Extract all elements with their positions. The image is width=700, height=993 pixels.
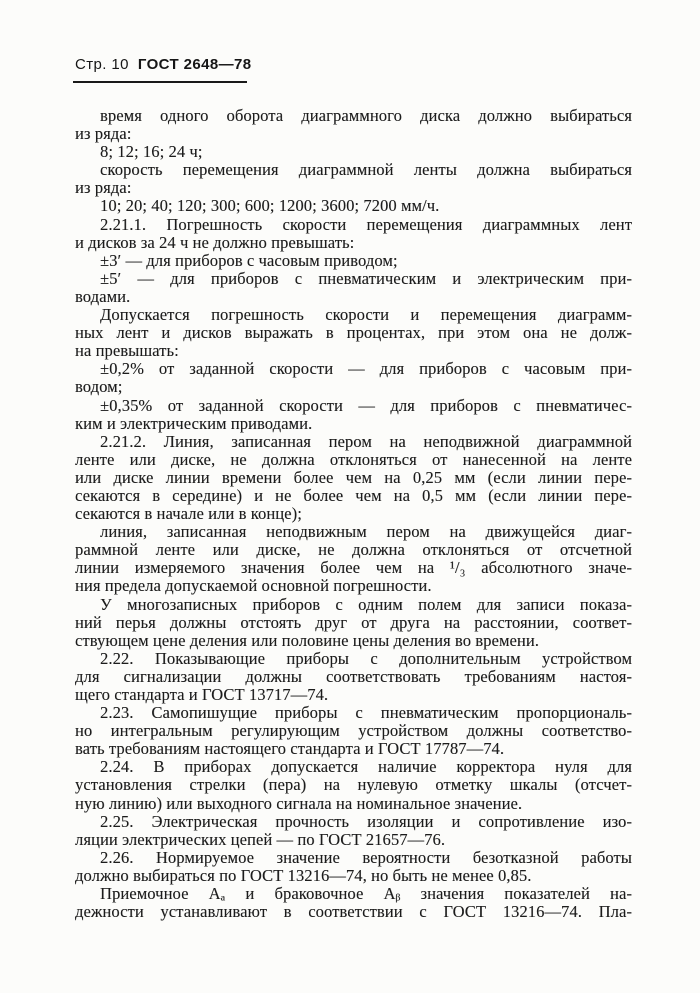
text-line: 2.23. Самопишущие приборы с пневматическим пропорциональ- — [100, 703, 632, 723]
text-line: должно выбираться по ГОСТ 13216—74, но быть не менее 0,85. — [75, 865, 532, 885]
text-line: ния предела допускаемой основной погрешности. — [75, 576, 432, 596]
text-line: секаются в начале или в конце); — [75, 504, 302, 524]
text-line: дежности устанавливают в соответствии с ГОСТ 13216—74. Пла- — [75, 902, 632, 922]
text-line: для сигнализации должны соответствовать требованиям настоя- — [75, 666, 632, 686]
text-line: ±5′ — для приборов с пневматическим и электрическим при- — [100, 268, 632, 288]
text-line: 2.26. Нормируемое значение вероятности безотказной работы — [100, 847, 632, 867]
text-line: ных лент и дисков выражать в процентах, при этом она не долж- — [75, 323, 632, 343]
text-line: из ряда: — [75, 124, 132, 144]
text-line: 2.24. В приборах допускается наличие корректора нуля для — [100, 757, 632, 777]
text-line: У многозаписных приборов с одним полем для записи показа- — [100, 594, 632, 614]
text-line: водами. — [75, 286, 131, 306]
text-line: ±0,35% от заданной скорости — для приборов с пневматичес- — [100, 395, 632, 415]
text-line: 10; 20; 40; 120; 300; 600; 1200; 3600; 7200 мм/ч. — [100, 196, 440, 216]
text-line: 2.21.1. Погрешность скорости перемещения диаграммных лент — [100, 214, 632, 234]
page-number-label: Стр. 10 — [75, 56, 129, 73]
text-line: 2.21.2. Линия, записанная пером на неподвижной диаграммной — [100, 431, 632, 451]
text-line: ким и электрическим приводами. — [75, 413, 313, 433]
text-line: ний перья должны отстоять друг от друга на расстоянии, соответ- — [75, 612, 632, 632]
text-line: 2.25. Электрическая прочность изоляции и сопротивление изо- — [100, 811, 632, 831]
text-line: секаются в середине) и не более чем на 0,5 мм (если линии пере- — [75, 485, 632, 505]
text-line: на превышать: — [75, 341, 179, 361]
text-line: ленте или диске, не должна отклоняться от нанесенной на ленте — [75, 449, 632, 469]
text-line: но интегральным регулирующим устройством должны соответство- — [75, 721, 632, 741]
text-line: или диске линии времени более чем на 0,25 мм (если линии пере- — [75, 467, 632, 487]
standard-number-label: ГОСТ 2648—78 — [137, 56, 252, 73]
text-line: ±0,2% от заданной скорости — для приборов с часовым при- — [100, 359, 632, 379]
header-rule — [73, 81, 247, 83]
text-line: щего стандарта и ГОСТ 13717—74. — [75, 685, 329, 704]
text-line: ствующем цене деления или половине цены деления во времени. — [75, 630, 539, 650]
text-line: установления стрелки (пера) на нулевую отметку шкалы (отсчет- — [75, 775, 632, 795]
document-body — [75, 107, 632, 921]
text-line: линии измеряемого значения более чем на ¹/₃ абсолютного значе- — [75, 558, 632, 578]
text-line: 2.22. Показывающие приборы с дополнительным устройством — [100, 648, 632, 668]
text-line: раммной ленте или диске, не должна отклоняться от отсчетной — [75, 540, 632, 560]
text-line: Допускается погрешность скорости и перемещения диаграмм- — [100, 305, 632, 325]
text-line: и дисков за 24 ч не должно превышать: — [75, 232, 355, 252]
text-line: время одного оборота диаграммного диска должно выбираться — [100, 106, 632, 125]
text-line: ную линию) или выходного сигнала на номинальное значение. — [75, 793, 523, 813]
text-line: линия, записанная неподвижным пером на движущейся диаг- — [100, 522, 632, 542]
text-line: из ряда: — [75, 178, 132, 198]
text-line: ляции электрических цепей — по ГОСТ 21657—76. — [75, 829, 446, 849]
text-line: ±3′ — для приборов с часовым приводом; — [100, 250, 398, 270]
text-line: скорость перемещения диаграммной ленты должна выбираться — [100, 160, 632, 180]
text-line: водом; — [75, 377, 123, 397]
text-line: Приемочное Aₐ и браковочное Aᵦ значения показателей на- — [100, 884, 632, 904]
text-line: 8; 12; 16; 24 ч; — [100, 142, 203, 162]
text-line: вать требованиям настоящего стандарта и ГОСТ 17787—74. — [75, 739, 505, 759]
page-header — [75, 56, 252, 73]
